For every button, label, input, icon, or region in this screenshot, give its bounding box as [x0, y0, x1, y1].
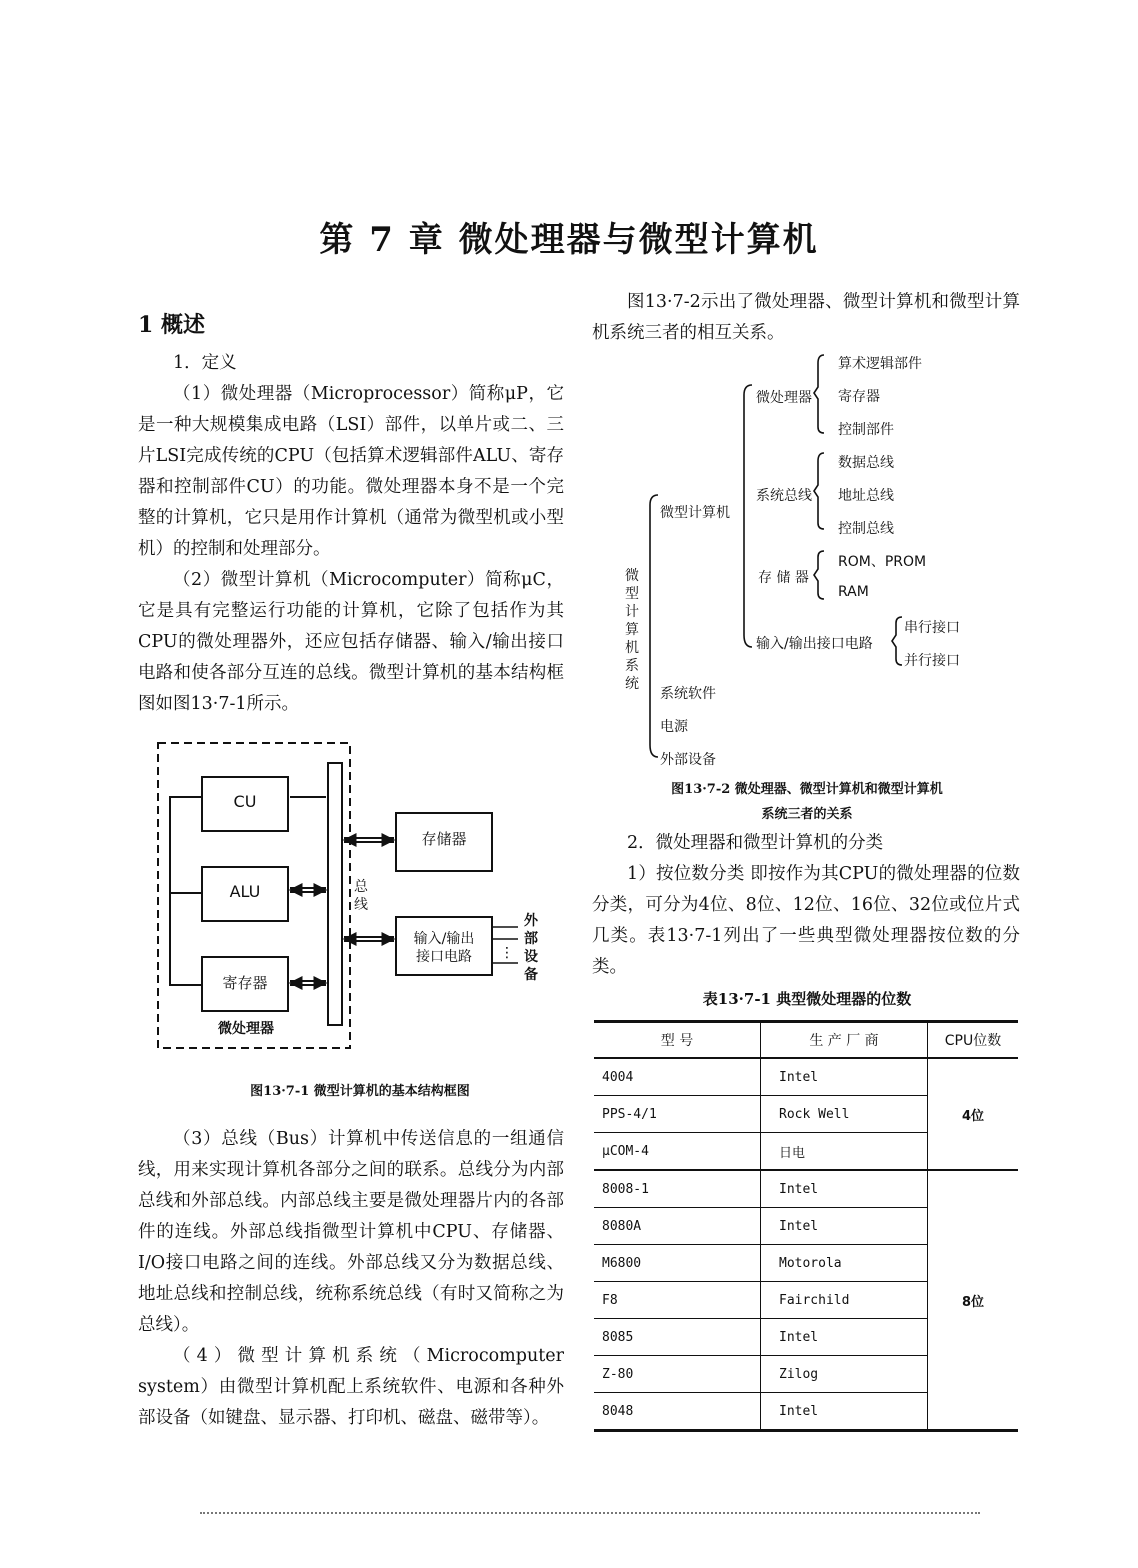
svg-text:⋮: ⋮ [500, 945, 514, 961]
left-column-top [138, 348, 564, 720]
tree-labels [600, 345, 1020, 775]
definition-heading: 1．定义 [173, 353, 237, 373]
tree-peripherals: 外部设备 [660, 752, 716, 768]
right-classification [592, 828, 1020, 983]
vendor-cell: Fairchild [761, 1282, 928, 1319]
bits-cell-4: 4位 [928, 1058, 1019, 1170]
tree-system-bus: 系统总线 [756, 488, 812, 504]
vendor-cell: Intel [761, 1208, 928, 1245]
vendor-cell: Rock Well [761, 1096, 928, 1133]
paragraph-microcomputer: （2）微型计算机（Microcomputer）简称μC，它是具有完整运行功能的计算机，它除了包括作为其CPU的微处理器外，还应包括存储器、输入/输出接口电路和使各部分互连的总线。微型计算机的基本结构框图如图13·7-1所示。 [138, 570, 564, 714]
external-devices-label: 外部设备 [524, 913, 538, 983]
header-cpu-bits: CPU位数 [928, 1022, 1019, 1059]
tree-rom: ROM、PROM [838, 554, 927, 570]
bus-bar [328, 763, 342, 1025]
tree-microcomputer: 微型计算机 [660, 505, 730, 521]
model-cell: 8008-1 [594, 1170, 761, 1208]
vendor-cell: Intel [761, 1170, 928, 1208]
header-model: 型 号 [594, 1022, 761, 1059]
footer-rule [200, 1512, 980, 1514]
paragraph-system: （4）微型计算机系统（Microcomputer system）由微型计算机配上系统软件、电源和各种外部设备（如键盘、显示器、打印机、磁盘、磁带等）。 [138, 1346, 564, 1428]
tree-data-bus: 数据总线 [838, 455, 894, 471]
tree-microprocessor: 微处理器 [756, 390, 812, 406]
chapter-title: 第 7 章 微处理器与微型计算机 [319, 220, 819, 260]
model-cell: 8048 [594, 1393, 761, 1431]
table-caption: 表13·7-1 典型微处理器的位数 [702, 990, 912, 1008]
tree-ram: RAM [838, 584, 869, 600]
vendor-cell: Intel [761, 1058, 928, 1096]
register-label: 寄存器 [222, 974, 268, 992]
bus-label: 总线 [354, 879, 368, 913]
header-manufacturer: 生 产 厂 商 [761, 1022, 928, 1059]
microprocessor-label: 微处理器 [218, 1021, 274, 1037]
table-row [594, 1058, 1018, 1096]
figure2-caption [594, 778, 1020, 822]
io-label-line2: 接口电路 [416, 949, 472, 965]
table-row [594, 1170, 1018, 1208]
table-header-row [594, 1022, 1018, 1059]
tree-parallel: 并行接口 [904, 653, 960, 669]
model-cell: 8080A [594, 1208, 761, 1245]
tree-power: 电源 [660, 719, 688, 735]
model-cell: μCOM-4 [594, 1133, 761, 1171]
figure2-caption-line2: 系统三者的关系 [761, 807, 853, 822]
model-cell: F8 [594, 1282, 761, 1319]
alu-label: ALU [229, 882, 261, 901]
vendor-cell: Zilog [761, 1356, 928, 1393]
tree-serial: 串行接口 [904, 620, 960, 636]
vendor-cell: 日电 [761, 1133, 928, 1171]
classification-heading: 2．微处理器和微型计算机的分类 [627, 833, 884, 853]
paragraph-bit-classification: 1）按位数分类 即按作为其CPU的微处理器的位数分类，可分为4位、8位、12位、16位、32位或位片式几类。表13·7-1列出了一些典型微处理器按位数的分类。 [592, 864, 1020, 977]
figure1-caption: 图13·7-1 微型计算机的基本结构框图 [250, 1084, 470, 1099]
paragraph-microprocessor: （1）微处理器（Microprocessor）简称μP，它是一种大规模集成电路（LSI）部件，以单片或二、三片LSI完成传统的CPU（包括算术逻辑部件ALU、寄存器和控制部件CU）的功能。微处理器本身不是一个完整的计算机，它只是用作计算机（通常为微型机或小型机）的控制和处理部分。 [138, 384, 564, 559]
io-label [396, 930, 492, 966]
model-cell: PPS-4/1 [594, 1096, 761, 1133]
model-cell: Z-80 [594, 1356, 761, 1393]
bits-cell-8: 8位 [928, 1170, 1019, 1431]
cu-label: CU [233, 792, 257, 811]
vendor-cell: Intel [761, 1393, 928, 1431]
tree-control-bus: 控制总线 [838, 521, 894, 537]
tree-memory: 存 储 器 [758, 570, 809, 586]
tree-io: 输入/输出接口电路 [756, 636, 873, 652]
model-cell: 4004 [594, 1058, 761, 1096]
tree-control: 控制部件 [838, 422, 894, 438]
tree-alu: 算术逻辑部件 [838, 356, 922, 372]
tree-address-bus: 地址总线 [838, 488, 894, 504]
left-column-bottom [138, 1124, 564, 1434]
vendor-cell: Intel [761, 1319, 928, 1356]
memory-label: 存储器 [421, 830, 467, 848]
vendor-cell: Motorola [761, 1245, 928, 1282]
section-heading: 1 概述 [138, 312, 205, 338]
tree-register: 寄存器 [838, 389, 880, 405]
tree-root-label: 微型计算机系统 [625, 568, 639, 692]
paragraph-bus: （3）总线（Bus）计算机中传送信息的一组通信线，用来实现计算机各部分之间的联系。总线分为内部总线和外部总线。内部总线主要是微处理器片内的各部件的连线。外部总线指微型计算机中CPU、存储器、I/O接口电路之间的连线。外部总线又分为数据总线、地址总线和控制总线，统称系统总线（有时又简称之为总线）。 [138, 1129, 564, 1335]
tree-software: 系统软件 [660, 686, 716, 702]
paragraph-fig2-intro: 图13·7-2示出了微处理器、微型计算机和微型计算机系统三者的相互关系。 [592, 292, 1020, 343]
figure2-caption-line1: 图13·7-2 微处理器、微型计算机和微型计算机 [671, 782, 943, 797]
io-label-line1: 输入/输出 [413, 931, 475, 947]
microprocessor-table [594, 1020, 1018, 1432]
model-cell: M6800 [594, 1245, 761, 1282]
right-intro [592, 287, 1020, 349]
model-cell: 8085 [594, 1319, 761, 1356]
